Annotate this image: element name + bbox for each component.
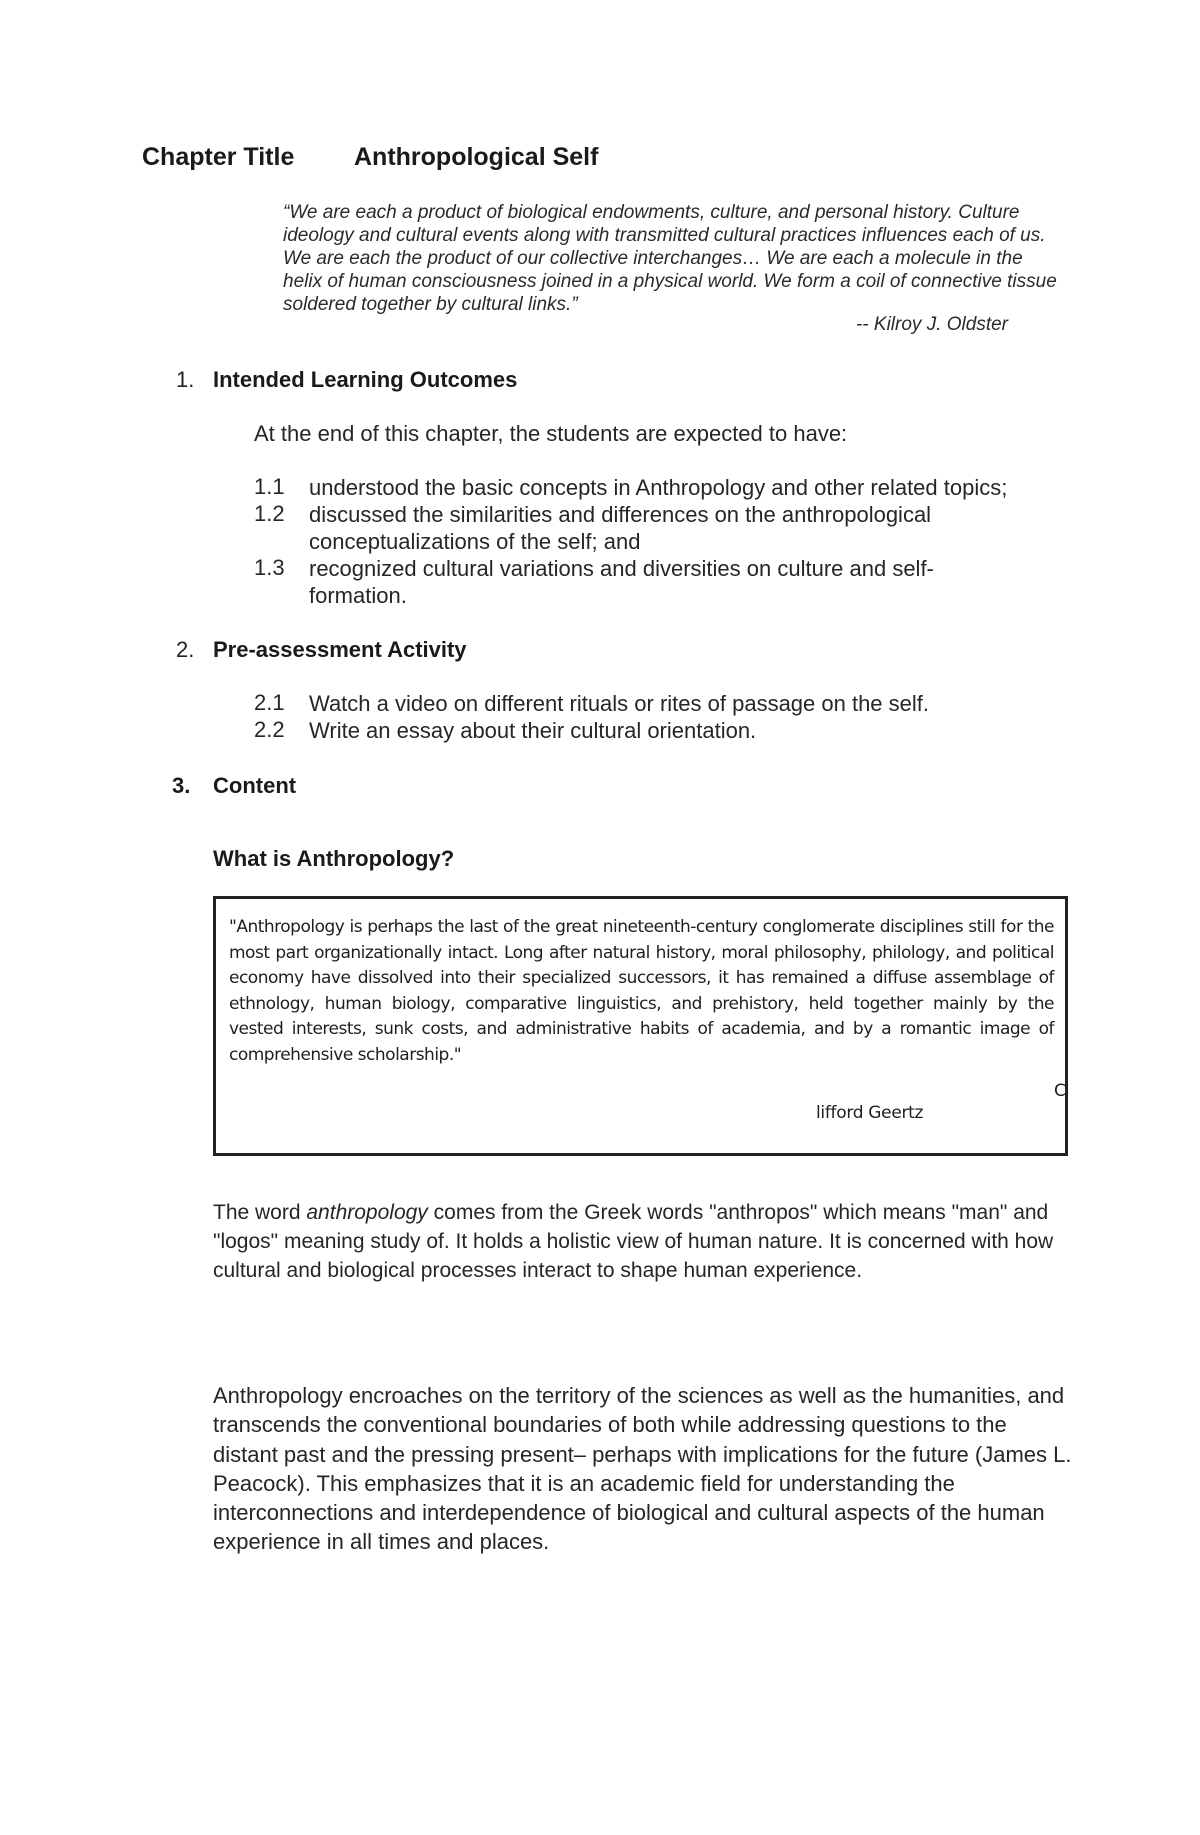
section3-title: Content [213, 773, 297, 798]
epigraph-author: -- Kilroy J. Oldster [855, 314, 1008, 335]
box-quote-author-initial: C [1054, 1081, 1066, 1101]
section1-intro: At the end of this chapter, the students are expected to have: [254, 421, 848, 446]
outcome-text: recognized cultural variations and diversities on culture and self-formation. [309, 556, 934, 608]
activity-number: 2.2 [254, 717, 285, 742]
section3-number: 3. [172, 773, 191, 798]
activity-text: Write an essay about their cultural orientation. [309, 718, 757, 743]
chapter-label: Chapter Title [142, 143, 295, 171]
activity-number: 2.1 [254, 690, 285, 715]
box-quote-text: "Anthropology is perhaps the last of the great nineteenth-century conglomerate disciplines still for the most part organizationally intact. Long after natural history, moral philosophy, philology, and political economy have dissolved into their specialized successors, it has remained a diffuse assemblage of ethnology, human biology, comparative linguistics, and prehistory, held together mainly by the vested interests, sunk costs, and administrative habits of academia, and by a romantic image of comprehensive scholarship." [229, 917, 1054, 1065]
section1-title: Intended Learning Outcomes [213, 367, 518, 392]
paragraph-anthropology-scope: Anthropology encroaches on the territory of the sciences as well as the humanities, and transcends the conventional boundaries of both while addressing questions to the distant past and the pressing present– perhaps with implications for the future (James L. Peacock). This emphasizes that it is an academic field for understanding the interconnections and interdependence of biological and cultural aspects of the human experience in all times and places. [213, 1383, 1072, 1555]
paragraph-text: The word [213, 1201, 307, 1224]
outcome-number: 1.3 [254, 555, 285, 580]
paragraph-text: comes from the Greek words "anthropos" which means "man" and "logos" meaning study of. It holds a holistic view of human nature. It is concerned with how cultural and biological processes interact to shape human experience. [213, 1201, 1054, 1282]
section3-subheading: What is Anthropology? [213, 846, 455, 871]
outcome-text: discussed the similarities and differences on the anthropological conceptualizations of the self; and [309, 502, 932, 554]
box-quote-author: lifford Geertz [816, 1103, 924, 1123]
section2-title: Pre-assessment Activity [213, 637, 467, 662]
outcome-text: understood the basic concepts in Anthropology and other related topics; [309, 475, 1008, 500]
chapter-title: Anthropological Self [354, 143, 599, 171]
section1-number: 1. [176, 367, 195, 392]
section2-number: 2. [176, 637, 195, 662]
paragraph-anthropology-definition [213, 1198, 1073, 1285]
epigraph-quote: “We are each a product of biological endowments, culture, and personal history. Culture ideology and cultural events along with transmitted cultural practices influences each of us. We are each the product of our collective interchanges… We are each a molecule in the helix of human consciousness joined in a physical world. We form a coil of connective tissue soldered together by cultural links.” [283, 202, 1057, 315]
outcome-number: 1.2 [254, 501, 285, 526]
outcome-number: 1.1 [254, 474, 285, 499]
emphasized-term: anthropology [306, 1201, 428, 1224]
activity-text: Watch a video on different rituals or rites of passage on the self. [309, 691, 930, 716]
